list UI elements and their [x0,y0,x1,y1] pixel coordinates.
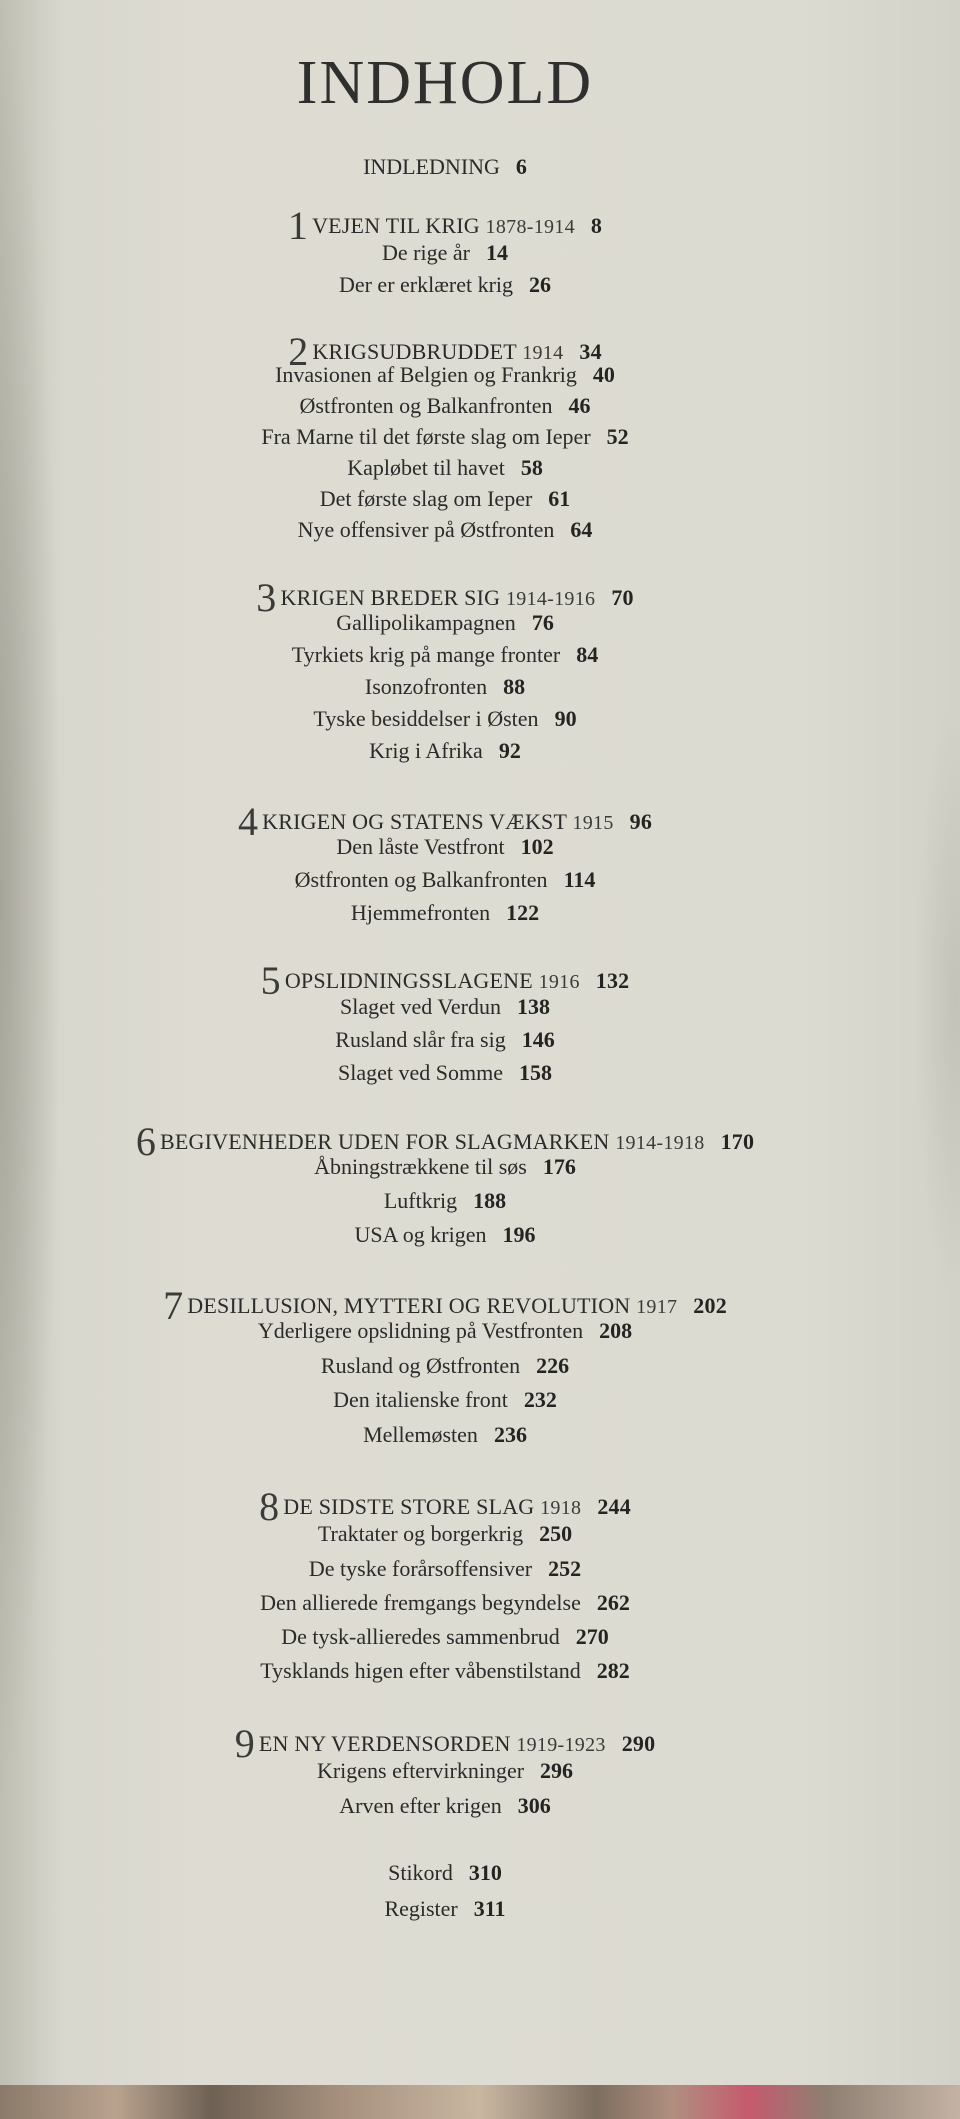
chapter-title: KRIGEN OG STATENS VÆKST [262,809,567,834]
entry-label: Krigens eftervirkninger [316,1758,525,1783]
toc-entry [0,676,890,698]
entry-page-number: 311 [473,1896,506,1921]
entry-page-number: 46 [568,393,591,418]
entry-label: Register [384,1896,458,1921]
entry-page-number: 61 [548,486,571,511]
toc-entry [0,1760,890,1782]
chapter-years: 1918 [540,1497,582,1519]
entry-label: Krig i Afrika [369,738,483,763]
toc-entry [0,1029,890,1051]
entry-label: Tyske besiddelser i Østen [313,706,539,731]
appendix-entry [0,1898,890,1920]
chapter-number: 4 [237,799,259,844]
toc-entry [0,519,890,541]
entry-label: Kapløbet til havet [347,455,505,480]
chapter-years: 1916 [538,971,580,993]
entry-page-number: 92 [498,738,521,763]
toc-entry [0,1523,890,1545]
entry-page-number: 76 [531,610,554,635]
entry-label: Yderligere opslidning på Vestfronten [257,1318,584,1343]
chapter-number: 1 [287,203,309,248]
toc-entry [0,488,890,510]
entry-page-number: 252 [548,1556,582,1581]
chapter-page-number: 244 [597,1494,631,1519]
entry-page-number: 84 [576,642,599,667]
entry-page-number: 310 [468,1860,502,1885]
entry-label: Nye offensiver på Østfronten [297,517,555,542]
chapter-page-number: 132 [595,968,630,993]
entry-label: Rusland og Østfronten [320,1353,521,1378]
chapter-title: KRIGSUDBRUDDET [312,339,517,364]
chapter-page-number: 8 [590,213,603,238]
toc-entry [0,1558,890,1580]
chapter-number: 9 [234,1721,255,1766]
entry-label: De rige år [382,240,470,265]
entry-page-number: 122 [506,900,540,925]
entry-label: Luftkrig [383,1188,458,1213]
entry-page-number: 64 [570,517,593,542]
toc-entry [0,1320,890,1342]
chapter-number: 3 [256,575,277,620]
toc-entry [0,1355,890,1377]
entry-page-number: 250 [539,1521,573,1546]
chapter-page-number: 70 [611,585,634,610]
entry-page-number: 158 [518,1060,552,1085]
entry-page-number: 88 [503,674,526,699]
entry-label: Fra Marne til det første slag om Ieper [261,424,591,449]
entry-label: Østfronten og Balkanfronten [294,867,548,892]
entry-page-number: 138 [516,994,550,1019]
chapter-title: DESILLUSION, MYTTERI OG REVOLUTION [187,1293,631,1318]
chapter-number: 2 [288,329,309,374]
entry-label: USA og krigen [354,1222,487,1247]
toc-entry [0,644,890,666]
entry-page-number: 208 [599,1318,633,1343]
chapter-page-number: 202 [693,1293,727,1318]
chapter-page-number: 170 [720,1129,755,1154]
chapter-title: OPSLIDNINGSSLAGENE [284,968,533,993]
toc-entry [0,1424,890,1446]
entry-page-number: 306 [517,1793,551,1818]
entry-label: Tyrkiets krig på mange fronter [291,642,561,667]
chapter-years: 1917 [636,1296,678,1318]
entry-page-number: 232 [523,1387,557,1412]
entry-label: Gallipolikampagnen [336,610,516,635]
chapter-number: 8 [259,1484,280,1529]
intro-page-number: 6 [515,154,527,179]
entry-page-number: 282 [596,1658,630,1683]
chapter-title: DE SIDSTE STORE SLAG [283,1494,535,1519]
entry-page-number: 296 [540,1758,574,1783]
entry-label: Arven efter krigen [339,1793,502,1818]
entry-page-number: 58 [520,455,543,480]
entry-label: De tyske forårsoffensiver [308,1556,533,1581]
entry-page-number: 146 [521,1027,555,1052]
chapter-page-number: 290 [621,1731,656,1756]
toc-entry [0,395,890,417]
entry-page-number: 114 [563,867,596,892]
entry-page-number: 196 [502,1222,536,1247]
entry-page-number: 270 [575,1624,609,1649]
chapter-number: 6 [135,1119,157,1164]
entry-label: Den låste Vestfront [336,834,505,859]
toc-entry [0,1795,890,1817]
toc-entry [0,426,890,448]
entry-label: Tysklands higen efter våbenstilstand [260,1658,581,1683]
page-title: INDHOLD [296,49,594,117]
toc-entry [0,996,890,1018]
entry-page-number: 176 [542,1154,576,1179]
entry-page-number: 26 [529,272,552,297]
entry-page-number: 52 [606,424,629,449]
chapter-years: 1878-1914 [485,216,575,238]
chapter-years: 1919-1923 [516,1734,606,1756]
toc-entry [0,1592,890,1614]
toc-entry [0,1062,890,1084]
entry-page-number: 40 [592,362,615,387]
entry-label: Østfronten og Balkanfronten [299,393,553,418]
entry-label: Invasionen af Belgien og Frankrig [275,362,577,387]
chapter-page-number: 34 [579,339,602,364]
entry-label: Mellemøsten [363,1422,478,1447]
entry-label: Der er erklæret krig [338,272,514,297]
chapter-page-number: 96 [629,809,653,834]
chapter-years: 1915 [572,812,614,834]
toc-entry [0,836,890,858]
appendix-entry [0,1862,890,1884]
entry-page-number: 90 [554,706,577,731]
chapter-title: VEJEN TIL KRIG [312,213,480,238]
entry-page-number: 236 [493,1422,527,1447]
entry-label: Den allierede fremgangs begyndelse [260,1590,581,1615]
chapter-years: 1914-1916 [505,588,596,610]
entry-label: Isonzofronten [364,674,488,699]
chapter-number: 5 [260,958,281,1003]
entry-label: Slaget ved Verdun [340,994,501,1019]
intro-entry [0,156,890,178]
toc-entry [0,1626,890,1648]
toc-entry [0,1389,890,1411]
toc-entry [0,1190,890,1212]
entry-page-number: 262 [596,1590,630,1615]
toc-entry [0,902,890,924]
intro-label: INDLEDNING [363,154,500,179]
chapter-title: KRIGEN BREDER SIG [280,585,501,610]
toc-entry [0,869,890,891]
toc-entry [0,1156,890,1178]
toc-entry [0,274,890,296]
toc-entry [0,708,890,730]
chapter-title: EN NY VERDENSORDEN [258,1731,511,1756]
entry-page-number: 102 [520,834,554,859]
entry-label: De tysk-allieredes sammenbrud [281,1624,560,1649]
entry-label: Traktater og borgerkrig [317,1521,524,1546]
toc-entry [0,457,890,479]
toc-entry [0,242,890,264]
toc-entry [0,740,890,762]
entry-label: Åbningstrækkene til søs [314,1154,527,1179]
entry-label: Den italienske front [333,1387,508,1412]
chapter-years: 1914-1918 [615,1132,705,1154]
chapter-number: 7 [163,1283,184,1328]
toc-entry [0,364,890,386]
chapter-title: BEGIVENHEDER UDEN FOR SLAGMARKEN [160,1129,610,1154]
toc-entry [0,1660,890,1682]
toc-entry [0,1224,890,1246]
toc-entry [0,612,890,634]
background-strip [0,2085,960,2119]
entry-label: Hjemmefronten [350,900,491,925]
chapter-years: 1914 [522,342,564,364]
entry-label: Rusland slår fra sig [335,1027,506,1052]
entry-page-number: 14 [485,240,508,265]
entry-page-number: 188 [473,1188,507,1213]
entry-page-number: 226 [536,1353,570,1378]
entry-label: Stikord [388,1860,453,1885]
entry-label: Det første slag om Ieper [319,486,533,511]
entry-label: Slaget ved Somme [338,1060,503,1085]
